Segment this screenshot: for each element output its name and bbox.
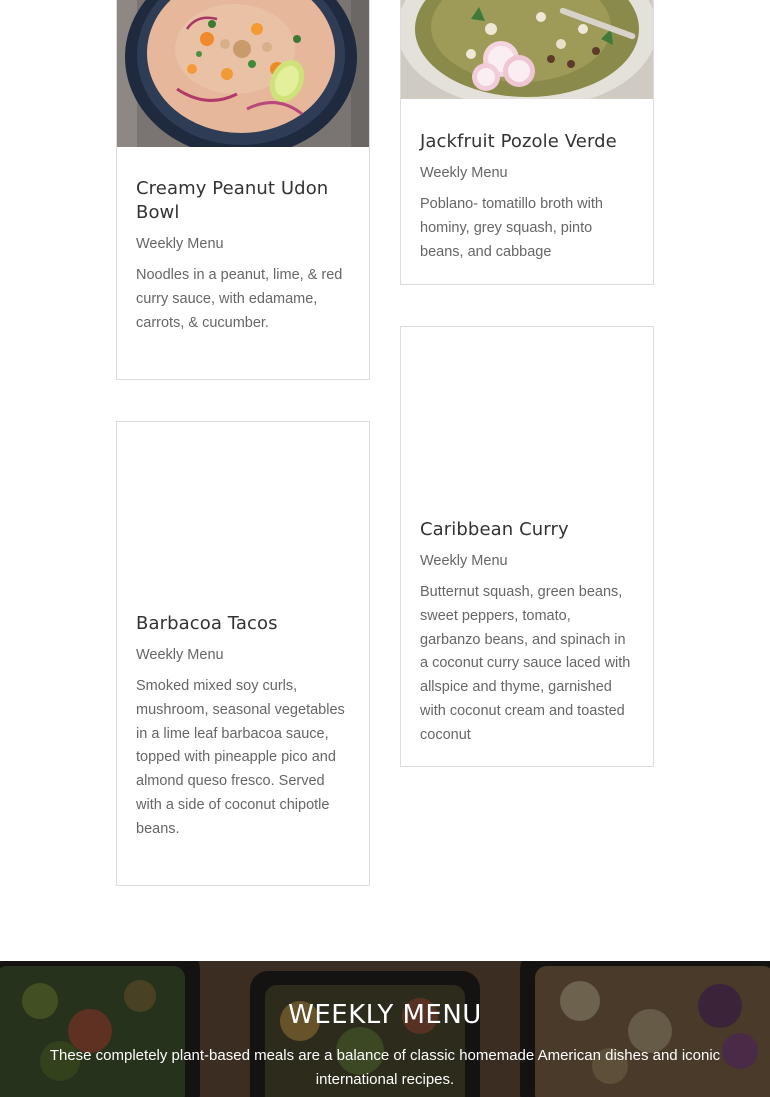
card-title[interactable]: Creamy Peanut Udon Bowl xyxy=(136,178,329,223)
card-description: Poblano- tomatillo broth with hominy, grey squash, pinto beans, and cabbage xyxy=(420,196,603,260)
menu-card-caribbean-curry[interactable] xyxy=(400,326,654,767)
card-description: Butternut squash, green beans, sweet peppers, tomato, garbanzo beans, and spinach in a coconut curry sauce laced with allspice and thyme, garnished with coconut cream and toasted coconut xyxy=(420,584,631,743)
blank-image[interactable] xyxy=(401,327,653,497)
weekly-menu-banner xyxy=(0,961,770,1097)
banner-description: These completely plant-based meals are a balance of classic homemade American dishes and iconic international recipes. xyxy=(49,1047,721,1088)
blank-image[interactable] xyxy=(117,422,369,592)
banner-title: WEEKLY MENU xyxy=(288,1000,482,1030)
peanut-udon-bowl-photo[interactable] xyxy=(117,0,369,147)
card-description: Noodles in a peanut, lime, & red curry sauce, with edamame, carrots, & cucumber. xyxy=(136,267,343,331)
card-title[interactable]: Barbacoa Tacos xyxy=(136,613,278,634)
card-title[interactable]: Jackfruit Pozole Verde xyxy=(420,131,617,152)
pozole-verde-photo[interactable] xyxy=(401,0,653,99)
card-category[interactable]: Weekly Menu xyxy=(420,165,508,181)
card-description: Smoked mixed soy curls, mushroom, seasonal vegetables in a lime leaf barbacoa sauce, topped with pineapple pico and almond queso fresco. Served with a side of coconut chipotle beans. xyxy=(136,678,345,837)
menu-card-pozole-verde[interactable] xyxy=(400,0,654,285)
card-category[interactable]: Weekly Menu xyxy=(136,236,224,252)
card-category[interactable]: Weekly Menu xyxy=(420,553,508,569)
menu-card-peanut-udon[interactable] xyxy=(116,0,370,380)
menu-card-barbacoa-tacos[interactable] xyxy=(116,421,370,886)
card-category[interactable]: Weekly Menu xyxy=(136,647,224,663)
card-title[interactable]: Caribbean Curry xyxy=(420,519,569,540)
